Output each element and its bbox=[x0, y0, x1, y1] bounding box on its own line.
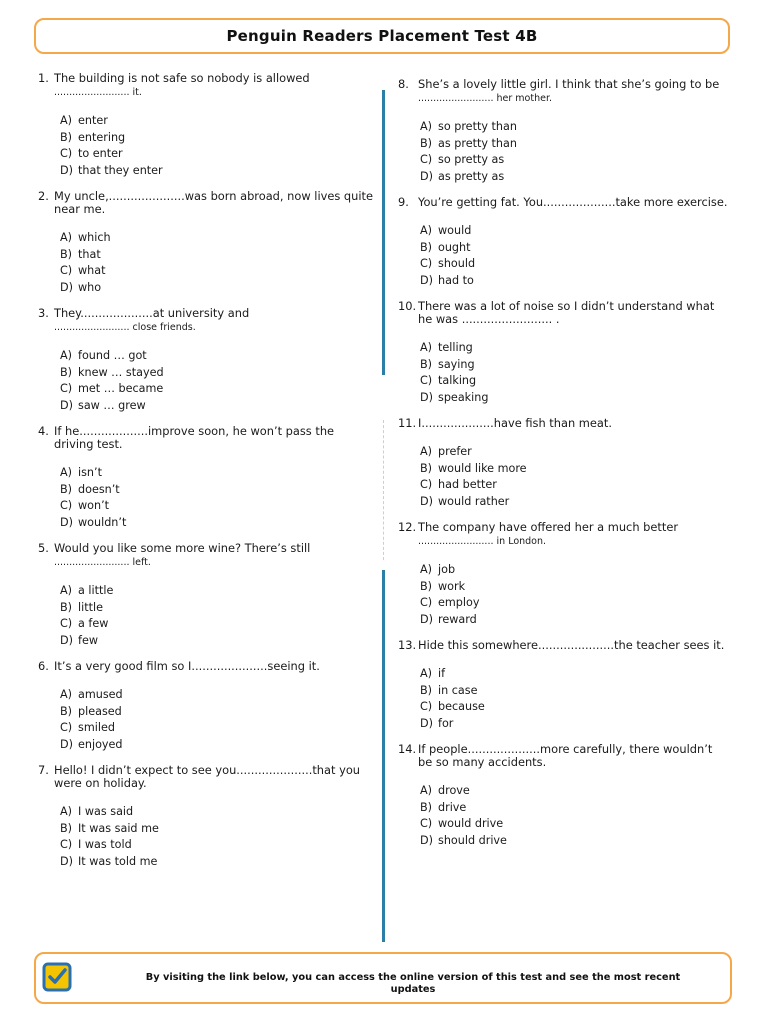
option-letter: A) bbox=[60, 584, 73, 597]
question-14 bbox=[398, 743, 728, 849]
answer-option[interactable] bbox=[60, 465, 374, 482]
option-text: I was told bbox=[78, 838, 132, 851]
option-text: a few bbox=[78, 617, 109, 630]
question-12 bbox=[398, 521, 728, 628]
question-number: 9. bbox=[398, 195, 409, 209]
option-letter: A) bbox=[60, 688, 73, 701]
answer-option[interactable] bbox=[420, 579, 728, 596]
option-text: I was said bbox=[78, 805, 134, 818]
option-letter: C) bbox=[60, 147, 73, 160]
option-letter: B) bbox=[420, 683, 433, 697]
option-letter: B) bbox=[420, 461, 433, 475]
answer-option[interactable] bbox=[60, 804, 374, 821]
answer-options bbox=[60, 687, 374, 753]
option-letter: B) bbox=[420, 240, 433, 254]
answer-option[interactable] bbox=[60, 113, 374, 130]
option-letter: B) bbox=[60, 482, 73, 496]
question-stem bbox=[38, 72, 374, 99]
option-letter: A) bbox=[420, 784, 433, 797]
question-5 bbox=[38, 542, 374, 649]
answer-option[interactable] bbox=[420, 494, 728, 511]
option-letter: A) bbox=[60, 349, 73, 362]
answer-option[interactable] bbox=[420, 136, 728, 153]
option-text: talking bbox=[438, 374, 477, 387]
question-blank: ......................... left. bbox=[54, 557, 151, 568]
question-number: 4. bbox=[38, 424, 49, 438]
option-letter: D) bbox=[60, 854, 73, 868]
option-text: enter bbox=[78, 114, 108, 127]
question-stem bbox=[398, 639, 728, 652]
answer-option[interactable] bbox=[420, 683, 728, 700]
answer-option[interactable] bbox=[60, 515, 374, 532]
title-banner bbox=[34, 18, 730, 54]
question-text: There was a lot of noise so I didn’t understand what he was ......................... . bbox=[418, 299, 715, 326]
option-text: smiled bbox=[78, 721, 115, 734]
option-letter: D) bbox=[60, 633, 73, 647]
question-13 bbox=[398, 639, 728, 732]
option-text: a little bbox=[78, 584, 114, 597]
option-letter: C) bbox=[420, 153, 433, 166]
question-number: 8. bbox=[398, 77, 409, 91]
option-letter: B) bbox=[60, 704, 73, 718]
column-divider-faint bbox=[383, 420, 385, 560]
question-text: They....................at university and bbox=[54, 306, 250, 320]
answer-option[interactable] bbox=[60, 365, 374, 382]
option-text: few bbox=[78, 633, 98, 647]
answer-option[interactable] bbox=[420, 800, 728, 817]
option-text: because bbox=[438, 700, 485, 713]
option-text: in case bbox=[438, 683, 478, 697]
option-letter: A) bbox=[420, 120, 433, 133]
answer-option[interactable] bbox=[60, 616, 374, 633]
answer-option[interactable] bbox=[420, 152, 728, 169]
option-letter: A) bbox=[60, 231, 73, 244]
answer-option[interactable] bbox=[420, 461, 728, 478]
option-letter: B) bbox=[60, 365, 73, 379]
answer-options bbox=[420, 444, 728, 510]
answer-option[interactable] bbox=[60, 737, 374, 754]
answer-option[interactable] bbox=[420, 595, 728, 612]
footer-banner bbox=[34, 952, 732, 1004]
option-text: speaking bbox=[438, 390, 489, 404]
right-question-column bbox=[398, 78, 728, 860]
option-letter: C) bbox=[420, 700, 433, 713]
option-letter: D) bbox=[420, 833, 433, 847]
option-text: had to bbox=[438, 273, 474, 287]
question-text: If he...................improve soon, he won’t pass the driving test. bbox=[54, 424, 335, 451]
option-letter: B) bbox=[60, 130, 73, 144]
column-divider-bottom bbox=[382, 570, 385, 942]
option-letter: A) bbox=[60, 466, 73, 479]
question-text: You’re getting fat. You....................take more exercise. bbox=[418, 195, 728, 209]
answer-option[interactable] bbox=[60, 247, 374, 264]
option-text: isn’t bbox=[78, 466, 102, 479]
question-number: 14. bbox=[398, 742, 417, 756]
option-text: ought bbox=[438, 240, 471, 254]
option-text: doesn’t bbox=[78, 482, 120, 496]
question-text: I....................have fish than meat. bbox=[418, 416, 612, 430]
option-text: saw … grew bbox=[78, 398, 146, 412]
option-text: wouldn’t bbox=[78, 515, 127, 529]
option-text: would rather bbox=[438, 494, 510, 508]
option-text: reward bbox=[438, 612, 477, 626]
question-10 bbox=[398, 300, 728, 406]
option-text: telling bbox=[438, 341, 473, 354]
option-text: would like more bbox=[438, 461, 527, 475]
option-letter: C) bbox=[60, 617, 73, 630]
answer-option[interactable] bbox=[60, 583, 374, 600]
answer-option[interactable] bbox=[60, 498, 374, 515]
option-letter: D) bbox=[420, 494, 433, 508]
option-letter: D) bbox=[420, 273, 433, 287]
answer-option[interactable] bbox=[60, 854, 374, 871]
answer-option[interactable] bbox=[420, 816, 728, 833]
question-text: Would you like some more wine? There’s still bbox=[54, 541, 311, 555]
question-stem bbox=[38, 190, 374, 216]
answer-option[interactable] bbox=[420, 256, 728, 273]
question-number: 5. bbox=[38, 541, 49, 555]
option-text: if bbox=[438, 667, 446, 680]
answer-option[interactable] bbox=[420, 340, 728, 357]
answer-options bbox=[420, 119, 728, 185]
answer-option[interactable] bbox=[60, 381, 374, 398]
answer-option[interactable] bbox=[420, 612, 728, 629]
answer-option[interactable] bbox=[420, 240, 728, 257]
option-letter: B) bbox=[420, 579, 433, 593]
question-number: 11. bbox=[398, 416, 417, 430]
answer-option[interactable] bbox=[420, 833, 728, 850]
question-stem bbox=[398, 300, 728, 326]
answer-options bbox=[60, 804, 374, 870]
answer-option[interactable] bbox=[60, 482, 374, 499]
option-text: saying bbox=[438, 357, 475, 371]
answer-options bbox=[420, 783, 728, 849]
answer-options bbox=[60, 230, 374, 296]
option-letter: D) bbox=[60, 515, 73, 529]
question-stem bbox=[398, 417, 728, 430]
question-number: 13. bbox=[398, 638, 417, 652]
question-2 bbox=[38, 190, 374, 296]
option-text: met … became bbox=[78, 382, 164, 395]
left-question-column bbox=[38, 72, 374, 881]
answer-option[interactable] bbox=[420, 373, 728, 390]
question-8 bbox=[398, 78, 728, 185]
option-letter: B) bbox=[420, 357, 433, 371]
question-text: The company have offered her a much better bbox=[418, 520, 679, 534]
answer-options bbox=[60, 465, 374, 531]
option-letter: C) bbox=[420, 596, 433, 609]
option-letter: A) bbox=[60, 805, 73, 818]
page-title: Penguin Readers Placement Test 4B bbox=[226, 27, 538, 45]
option-letter: D) bbox=[60, 737, 73, 751]
option-text: would bbox=[438, 224, 472, 237]
answer-options bbox=[420, 340, 728, 406]
option-letter: D) bbox=[420, 390, 433, 404]
option-text: knew … stayed bbox=[78, 365, 164, 379]
checkbox-icon bbox=[42, 962, 72, 992]
question-text: My uncle,.....................was born abroad, now lives quite near me. bbox=[54, 189, 374, 216]
footer-text: By visiting the link below, you can access the online version of this test and see the most recent updates bbox=[145, 972, 681, 995]
answer-option[interactable] bbox=[60, 146, 374, 163]
question-stem bbox=[398, 78, 728, 105]
option-text: what bbox=[78, 264, 106, 277]
question-9 bbox=[398, 196, 728, 289]
question-stem bbox=[398, 521, 728, 548]
option-text: pleased bbox=[78, 704, 122, 718]
option-letter: C) bbox=[420, 374, 433, 387]
option-letter: B) bbox=[60, 247, 73, 261]
question-7 bbox=[38, 764, 374, 870]
option-text: should bbox=[438, 257, 476, 270]
option-text: that they enter bbox=[78, 163, 163, 177]
option-letter: A) bbox=[60, 114, 73, 127]
option-letter: C) bbox=[420, 257, 433, 270]
answer-options bbox=[60, 583, 374, 649]
option-text: to enter bbox=[78, 147, 123, 160]
question-3 bbox=[38, 307, 374, 414]
option-text: had better bbox=[438, 478, 497, 491]
answer-option[interactable] bbox=[60, 348, 374, 365]
option-text: job bbox=[438, 563, 456, 576]
option-letter: D) bbox=[420, 716, 433, 730]
question-text: Hello! I didn’t expect to see you.....................that you were on holiday. bbox=[54, 763, 361, 790]
answer-option[interactable] bbox=[60, 720, 374, 737]
question-text: If people....................more carefully, there wouldn’t be so many accidents. bbox=[418, 742, 713, 769]
option-text: for bbox=[438, 716, 454, 730]
answer-options bbox=[420, 666, 728, 732]
answer-option[interactable] bbox=[60, 263, 374, 280]
answer-option[interactable] bbox=[60, 230, 374, 247]
option-text: that bbox=[78, 247, 101, 261]
option-text: drive bbox=[438, 800, 467, 814]
option-letter: A) bbox=[420, 563, 433, 576]
question-6 bbox=[38, 660, 374, 753]
question-number: 10. bbox=[398, 299, 417, 313]
option-text: drove bbox=[438, 784, 470, 797]
question-text: She’s a lovely little girl. I think that she’s going to be bbox=[418, 77, 720, 91]
option-letter: C) bbox=[420, 478, 433, 491]
option-letter: A) bbox=[420, 224, 433, 237]
option-letter: C) bbox=[60, 499, 73, 512]
answer-option[interactable] bbox=[60, 600, 374, 617]
answer-option[interactable] bbox=[420, 169, 728, 186]
answer-option[interactable] bbox=[60, 163, 374, 180]
option-text: employ bbox=[438, 596, 480, 609]
question-number: 6. bbox=[38, 659, 49, 673]
answer-option[interactable] bbox=[420, 119, 728, 136]
question-11 bbox=[398, 417, 728, 510]
question-number: 7. bbox=[38, 763, 49, 777]
option-text: won’t bbox=[78, 499, 110, 512]
answer-option[interactable] bbox=[60, 821, 374, 838]
option-text: which bbox=[78, 231, 111, 244]
option-letter: D) bbox=[60, 280, 73, 294]
question-blank: ......................... her mother. bbox=[418, 93, 553, 104]
answer-option[interactable] bbox=[420, 223, 728, 240]
question-stem bbox=[38, 542, 374, 569]
question-text: Hide this somewhere.....................the teacher sees it. bbox=[418, 638, 725, 652]
question-1 bbox=[38, 72, 374, 179]
option-text: as pretty as bbox=[438, 169, 505, 183]
question-stem bbox=[398, 196, 728, 209]
option-text: so pretty as bbox=[438, 153, 505, 166]
option-text: so pretty than bbox=[438, 120, 517, 133]
answer-options bbox=[60, 348, 374, 414]
option-text: It was told me bbox=[78, 854, 158, 868]
question-4 bbox=[38, 425, 374, 531]
question-stem bbox=[38, 425, 374, 451]
answer-option[interactable] bbox=[420, 562, 728, 579]
option-letter: D) bbox=[60, 398, 73, 412]
answer-option[interactable] bbox=[420, 699, 728, 716]
answer-option[interactable] bbox=[420, 273, 728, 290]
option-letter: B) bbox=[420, 800, 433, 814]
answer-option[interactable] bbox=[60, 837, 374, 854]
question-text: The building is not safe so nobody is allowed bbox=[54, 71, 310, 85]
answer-options bbox=[420, 562, 728, 628]
option-letter: C) bbox=[60, 382, 73, 395]
option-letter: A) bbox=[420, 667, 433, 680]
option-text: It was said me bbox=[78, 821, 159, 835]
option-letter: D) bbox=[60, 163, 73, 177]
option-letter: C) bbox=[60, 721, 73, 734]
option-text: little bbox=[78, 600, 103, 614]
option-letter: A) bbox=[420, 341, 433, 354]
option-text: amused bbox=[78, 688, 123, 701]
option-text: entering bbox=[78, 130, 126, 144]
answer-option[interactable] bbox=[60, 633, 374, 650]
option-letter: D) bbox=[420, 169, 433, 183]
option-text: found … got bbox=[78, 349, 147, 362]
option-letter: C) bbox=[60, 838, 73, 851]
option-letter: C) bbox=[60, 264, 73, 277]
option-letter: C) bbox=[420, 817, 433, 830]
option-text: prefer bbox=[438, 445, 472, 458]
question-number: 2. bbox=[38, 189, 49, 203]
question-number: 1. bbox=[38, 71, 49, 85]
question-stem bbox=[38, 764, 374, 790]
answer-option[interactable] bbox=[420, 716, 728, 733]
option-text: would drive bbox=[438, 817, 504, 830]
question-text: It’s a very good film so I.....................seeing it. bbox=[54, 659, 320, 673]
option-letter: B) bbox=[60, 821, 73, 835]
option-text: enjoyed bbox=[78, 737, 123, 751]
answer-option[interactable] bbox=[60, 130, 374, 147]
option-letter: D) bbox=[420, 612, 433, 626]
answer-option[interactable] bbox=[60, 398, 374, 415]
answer-option[interactable] bbox=[420, 477, 728, 494]
question-number: 12. bbox=[398, 520, 417, 534]
answer-options bbox=[420, 223, 728, 289]
option-letter: B) bbox=[420, 136, 433, 150]
option-text: work bbox=[438, 579, 466, 593]
answer-option[interactable] bbox=[60, 687, 374, 704]
option-letter: B) bbox=[60, 600, 73, 614]
answer-option[interactable] bbox=[420, 783, 728, 800]
column-divider-top bbox=[382, 90, 385, 375]
question-stem bbox=[38, 307, 374, 334]
answer-options bbox=[60, 113, 374, 179]
option-letter: A) bbox=[420, 445, 433, 458]
answer-option[interactable] bbox=[60, 280, 374, 297]
answer-option[interactable] bbox=[420, 444, 728, 461]
question-stem bbox=[398, 743, 728, 769]
answer-option[interactable] bbox=[420, 390, 728, 407]
question-blank: ......................... close friends. bbox=[54, 322, 196, 333]
option-text: who bbox=[78, 280, 102, 294]
answer-option[interactable] bbox=[60, 704, 374, 721]
answer-option[interactable] bbox=[420, 666, 728, 683]
option-text: as pretty than bbox=[438, 136, 517, 150]
question-blank: ......................... in London. bbox=[418, 536, 547, 547]
option-text: should drive bbox=[438, 833, 507, 847]
question-number: 3. bbox=[38, 306, 49, 320]
answer-option[interactable] bbox=[420, 357, 728, 374]
question-blank: ......................... it. bbox=[54, 87, 142, 98]
question-stem bbox=[38, 660, 374, 673]
